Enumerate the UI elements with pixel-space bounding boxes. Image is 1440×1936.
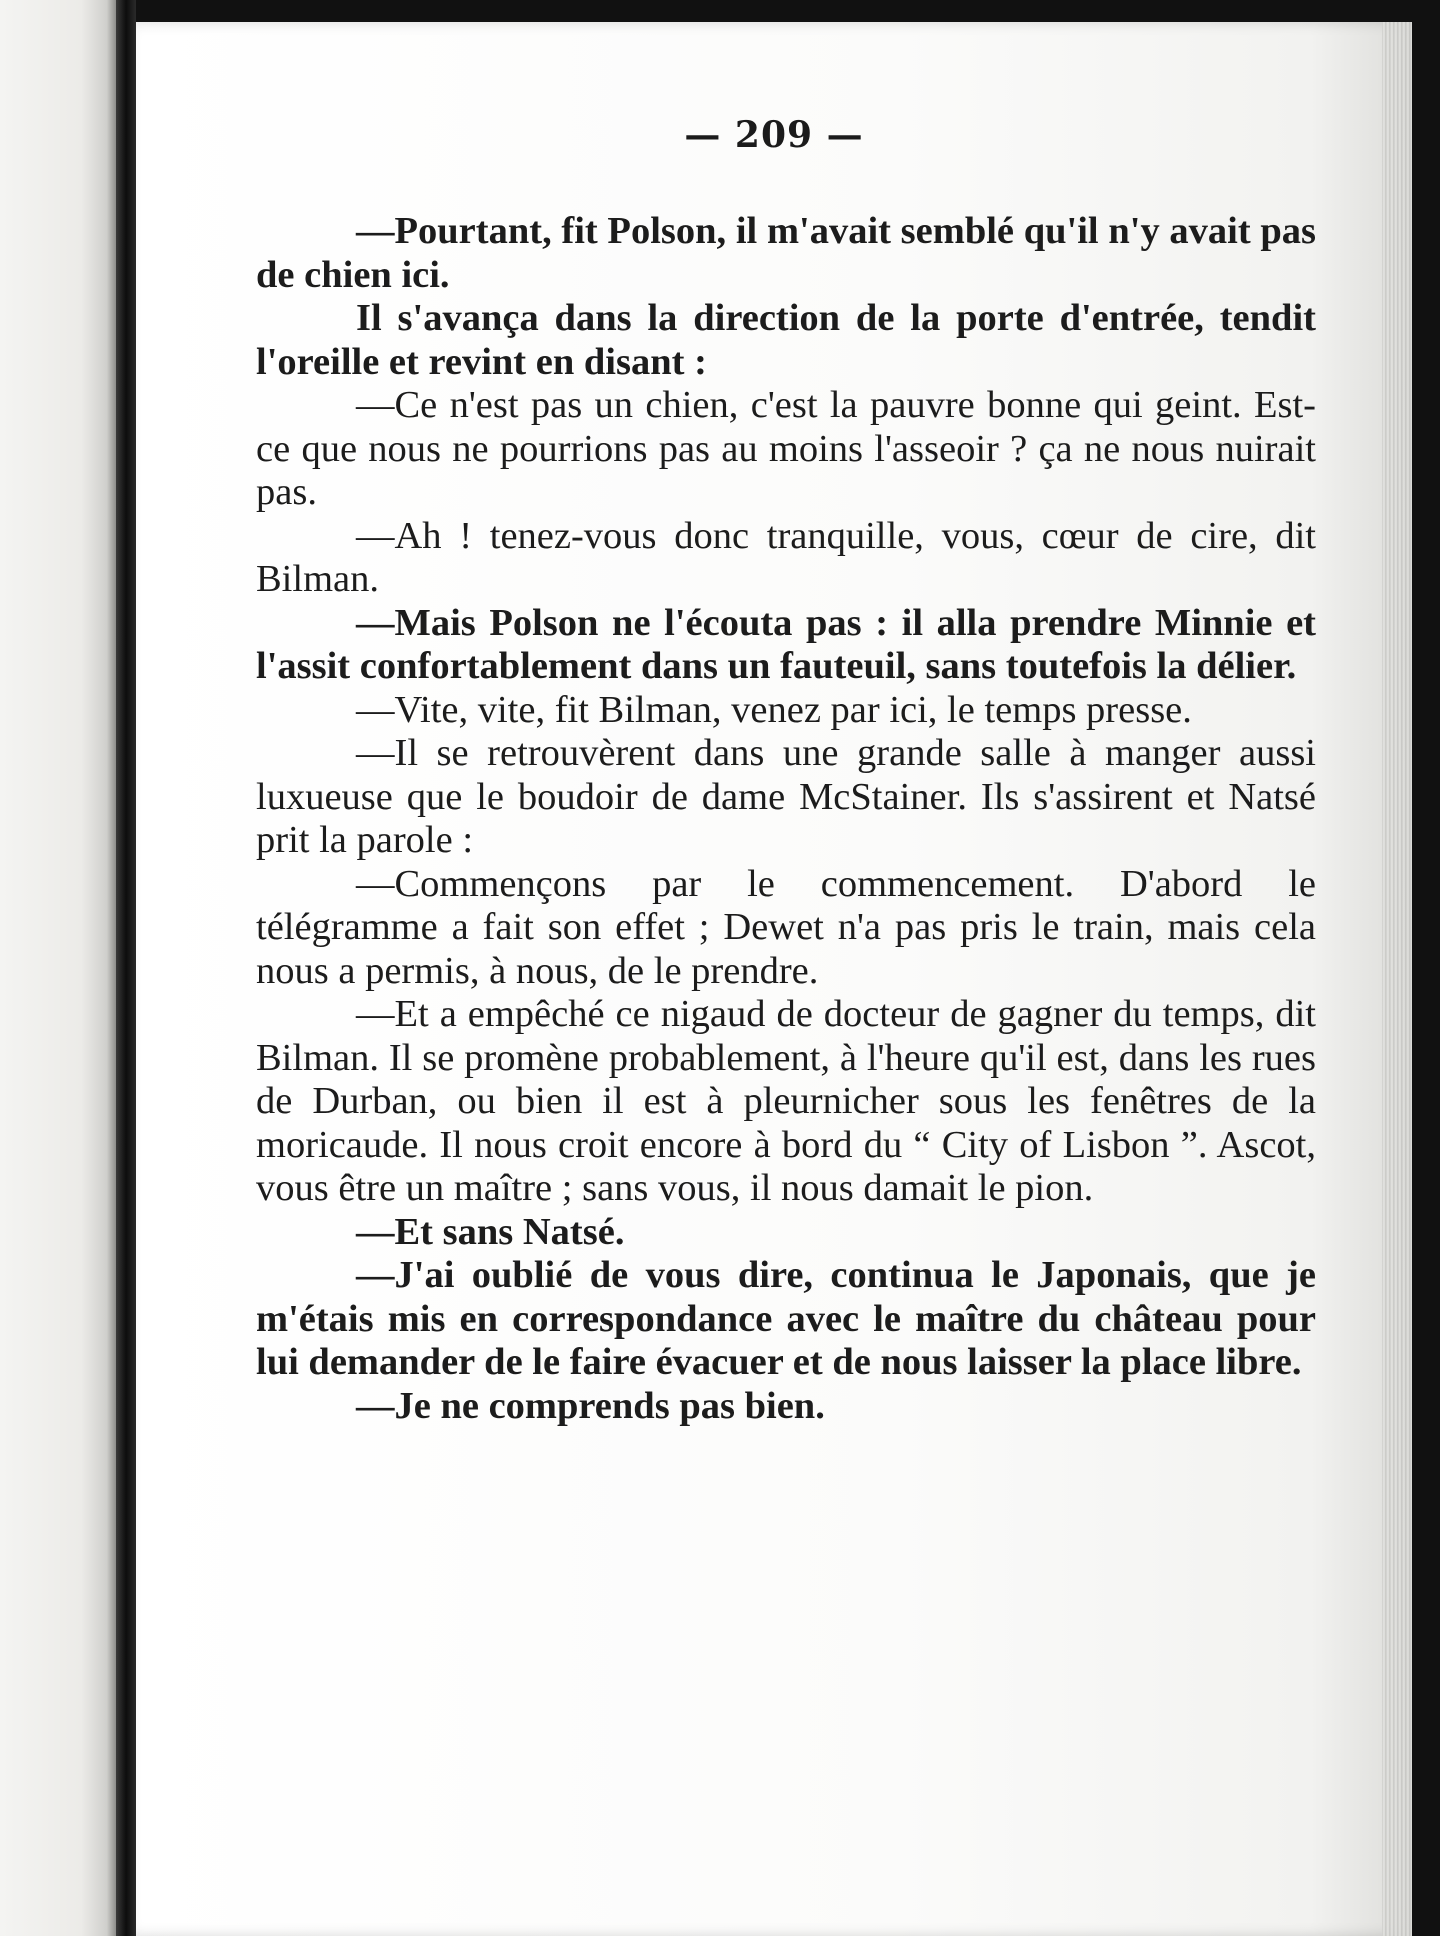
- paragraph: —Je ne comprends pas bien.: [356, 1384, 825, 1427]
- page-fore-edge: [1382, 22, 1412, 1936]
- paragraph: —Il se retrouvèrent dans une grande salle à manger aussi luxueuse que le boudoir de dame McStainer. Ils s'assirent et Natsé prit la parole :: [256, 732, 1316, 861]
- paragraph: —Vite, vite, fit Bilman, venez par ici, le temps presse.: [356, 688, 1192, 731]
- paragraph: —Mais Polson ne l'écouta pas : il alla prendre Minnie et l'assit confortablement dans un fauteuil, sans toutefois la délier.: [256, 601, 1316, 687]
- paragraph: —Ce n'est pas un chien, c'est la pauvre bonne qui geint. Est-ce que nous ne pourrions pas au moins l'asseoir ? ça ne nous nuirait pas.: [256, 384, 1316, 513]
- paragraph: —Et sans Natsé.: [356, 1210, 625, 1253]
- paragraph: —Commençons par le commencement. D'abord le télégramme a fait son effet ; Dewet n'a pas pris le train, mais cela nous a permis, à nous, de le prendre.: [256, 862, 1316, 992]
- book-spine: [116, 0, 136, 1936]
- paragraph: —Ah ! tenez-vous donc tranquille, vous, cœur de cire, dit Bilman.: [256, 514, 1316, 600]
- paragraph: —Pourtant, fit Polson, il m'avait semblé qu'il n'y avait pas de chien ici.: [256, 210, 1316, 296]
- paragraph: Il s'avança dans la direction de la porte d'entrée, tendit l'oreille et revint en disant :: [256, 297, 1316, 383]
- previous-page-edge: [0, 0, 116, 1936]
- page-body: [256, 210, 1316, 1428]
- book-page: [136, 22, 1412, 1936]
- page-number: — 209 —: [684, 114, 864, 156]
- paragraph: —Et a empêché ce nigaud de docteur de gagner du temps, dit Bilman. Il se promène probablement, à l'heure qu'il est, dans les rues de Durban, ou bien il est à pleurnicher sous les fenêtres de la moricaude. Il nous croit encore à bord du “ City of Lisbon ”. Ascot, vous être un maître ; sans vous, il nous damait le pion.: [256, 993, 1316, 1209]
- paragraph: —J'ai oublié de vous dire, continua le Japonais, que je m'étais mis en correspondance avec le maître du château pour lui demander de le faire évacuer et de nous laisser la place libre.: [256, 1254, 1316, 1383]
